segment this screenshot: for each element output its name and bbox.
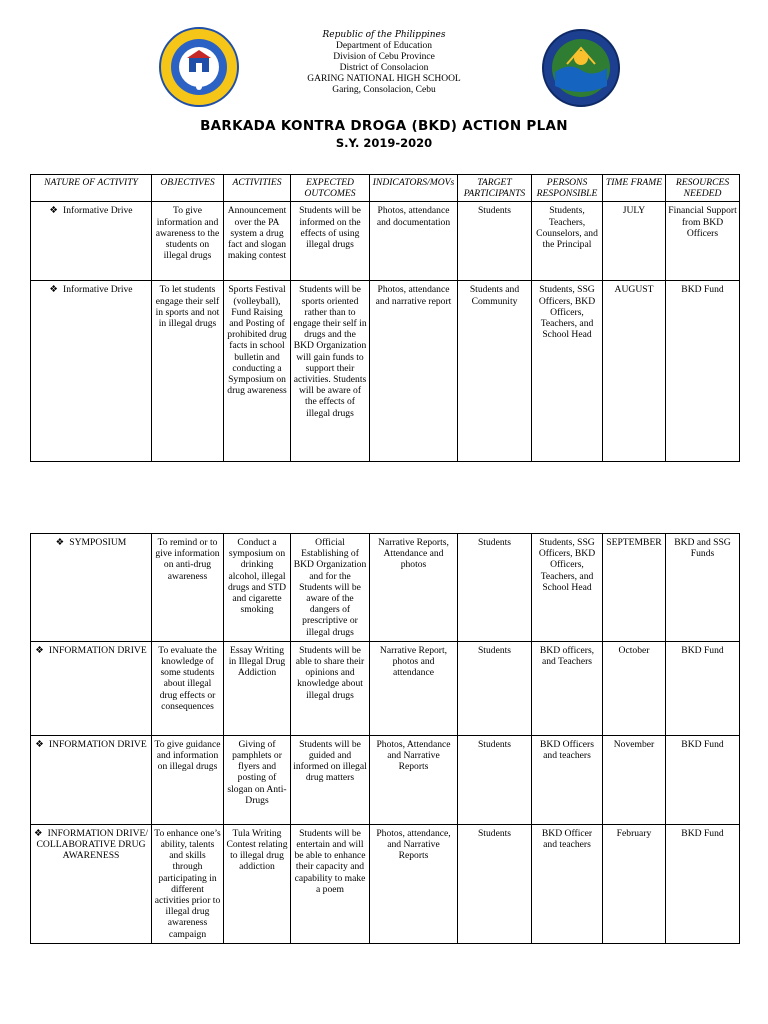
responsible-cell: BKD Officer and teachers — [532, 824, 603, 943]
indicators-cell: Narrative Report, photos and attendance — [370, 641, 458, 735]
column-header: PERSONS RESPONSIBLE — [532, 175, 603, 202]
objectives-cell: To give guidance and information on illegal drugs — [152, 735, 224, 824]
column-header: TARGET PARTICIPANTS — [458, 175, 532, 202]
diamond-bullet-icon: ❖ — [35, 644, 44, 656]
outcomes-cell: Students will be informed on the effects of using illegal drugs — [291, 202, 370, 281]
column-header: OBJECTIVES — [152, 175, 224, 202]
activities-cell: Conduct a symposium on drinking alcohol, illegal drugs and STD and cigarette smoking — [224, 534, 291, 642]
resources-cell: BKD Fund — [666, 281, 740, 462]
participants-cell: Students — [458, 735, 532, 824]
indicators-cell: Photos, attendance and documentation — [370, 202, 458, 281]
activities-cell: Sports Festival (volleyball), Fund Raising and Posting of prohibited drug facts in school bulletin and conducting a Symposium on drug awareness — [224, 281, 291, 462]
time-frame-cell: February — [603, 824, 666, 943]
diamond-bullet-icon: ❖ — [49, 284, 59, 296]
indicators-cell: Photos, attendance and narrative report — [370, 281, 458, 462]
column-header: RESOURCES NEEDED — [666, 175, 740, 202]
participants-cell: Students — [458, 202, 532, 281]
table-row — [31, 641, 740, 735]
document-title: BARKADA KONTRA DROGA (BKD) ACTION PLAN — [200, 118, 568, 134]
participants-cell: Students — [458, 534, 532, 642]
resources-cell: BKD Fund — [666, 735, 740, 824]
objectives-cell: To evaluate the knowledge of some students about illegal drug effects or consequences — [152, 641, 224, 735]
nature-cell: ❖ SYMPOSIUM — [31, 534, 152, 642]
department-line: Department of Education — [335, 41, 433, 51]
resources-cell: BKD Fund — [666, 824, 740, 943]
resources-cell: BKD Fund — [666, 641, 740, 735]
table-row — [31, 735, 740, 824]
letterhead — [0, 30, 768, 96]
column-header: EXPECTED OUTCOMES — [291, 175, 370, 202]
participants-cell: Students and Community — [458, 281, 532, 462]
objectives-cell: To remind or to give information on anti-drug awareness — [152, 534, 224, 642]
column-header: TIME FRAME — [603, 175, 666, 202]
responsible-cell: BKD officers, and Teachers — [532, 641, 603, 735]
diamond-bullet-icon: ❖ — [35, 738, 44, 750]
diamond-bullet-icon: ❖ — [49, 205, 59, 217]
outcomes-cell: Official Establishing of BKD Organization and for the Students will be aware of the dangers of prescriptive or illegal drugs — [291, 534, 370, 642]
nature-cell: ❖ Informative Drive — [31, 202, 152, 281]
district-line: District of Consolacion — [339, 63, 429, 73]
time-frame-cell: November — [603, 735, 666, 824]
time-frame-cell: JULY — [603, 202, 666, 281]
table-row — [31, 824, 740, 943]
nature-cell: ❖ INFORMATION DRIVE — [31, 735, 152, 824]
nature-cell: ❖ INFORMATION DRIVE/ COLLABORATIVE DRUG AWARENESS — [31, 824, 152, 943]
responsible-cell: Students, SSG Officers, BKD Officers, Teachers, and School Head — [532, 281, 603, 462]
division-line: Division of Cebu Province — [333, 52, 435, 62]
table-row — [31, 534, 740, 642]
resources-cell: Financial Support from BKD Officers — [666, 202, 740, 281]
action-plan-table-1 — [30, 174, 740, 462]
diamond-bullet-icon: ❖ — [55, 537, 65, 548]
action-plan-table-2 — [30, 533, 740, 944]
nature-cell: ❖ INFORMATION DRIVE — [31, 641, 152, 735]
activities-cell: Tula Writing Contest relating to illegal drug addiction — [224, 824, 291, 943]
participants-cell: Students — [458, 824, 532, 943]
responsible-cell: Students, SSG Officers, BKD Officers, Teachers, and School Head — [532, 534, 603, 642]
participants-cell: Students — [458, 641, 532, 735]
indicators-cell: Photos, Attendance and Narrative Reports — [370, 735, 458, 824]
table-header-row — [31, 175, 740, 202]
address-line: Garing, Consolacion, Cebu — [332, 85, 436, 95]
nature-cell: ❖ Informative Drive — [31, 281, 152, 462]
time-frame-cell: October — [603, 641, 666, 735]
indicators-cell: Photos, attendance, and Narrative Reports — [370, 824, 458, 943]
table-row — [31, 281, 740, 462]
school-year: S.Y. 2019-2020 — [335, 136, 433, 150]
school-line: GARING NATIONAL HIGH SCHOOL — [307, 74, 461, 84]
objectives-cell: To let students engage their self in sports and not in illegal drugs — [152, 281, 224, 462]
column-header: INDICATORS/MOVs — [370, 175, 458, 202]
time-frame-cell: SEPTEMBER — [603, 534, 666, 642]
activities-cell: Announcement over the PA system a drug fact and slogan making contest — [224, 202, 291, 281]
outcomes-cell: Students will be sports oriented rather than to engage their self in drugs and the BKD Organization will gain funds to support their activities. Students will be aware of the effects of illegal drugs — [291, 281, 370, 462]
outcomes-cell: Students will be guided and informed on illegal drug matters — [291, 735, 370, 824]
outcomes-cell: Students will be entertain and will be able to enhance their capacity and capability to make a poem — [291, 824, 370, 943]
activities-cell: Giving of pamphlets or flyers and posting of slogan on Anti-Drugs — [224, 735, 291, 824]
outcomes-cell: Students will be able to share their opinions and knowledge about illegal drugs — [291, 641, 370, 735]
diamond-bullet-icon: ❖ — [33, 827, 43, 839]
responsible-cell: Students, Teachers, Counselors, and the Principal — [532, 202, 603, 281]
table-row — [31, 202, 740, 281]
activities-cell: Essay Writing in Illegal Drug Addiction — [224, 641, 291, 735]
column-header: ACTIVITIES — [224, 175, 291, 202]
column-header: NATURE OF ACTIVITY — [31, 175, 152, 202]
objectives-cell: To give information and awareness to the students on illegal drugs — [152, 202, 224, 281]
resources-cell: BKD and SSG Funds — [666, 534, 740, 642]
indicators-cell: Narrative Reports, Attendance and photos — [370, 534, 458, 642]
republic-line: Republic of the Philippines — [322, 30, 446, 40]
objectives-cell: To enhance one’s ability, talents and skills through participating in different activities prior to illegal drug awareness campaign — [152, 824, 224, 943]
responsible-cell: BKD Officers and teachers — [532, 735, 603, 824]
time-frame-cell: AUGUST — [603, 281, 666, 462]
